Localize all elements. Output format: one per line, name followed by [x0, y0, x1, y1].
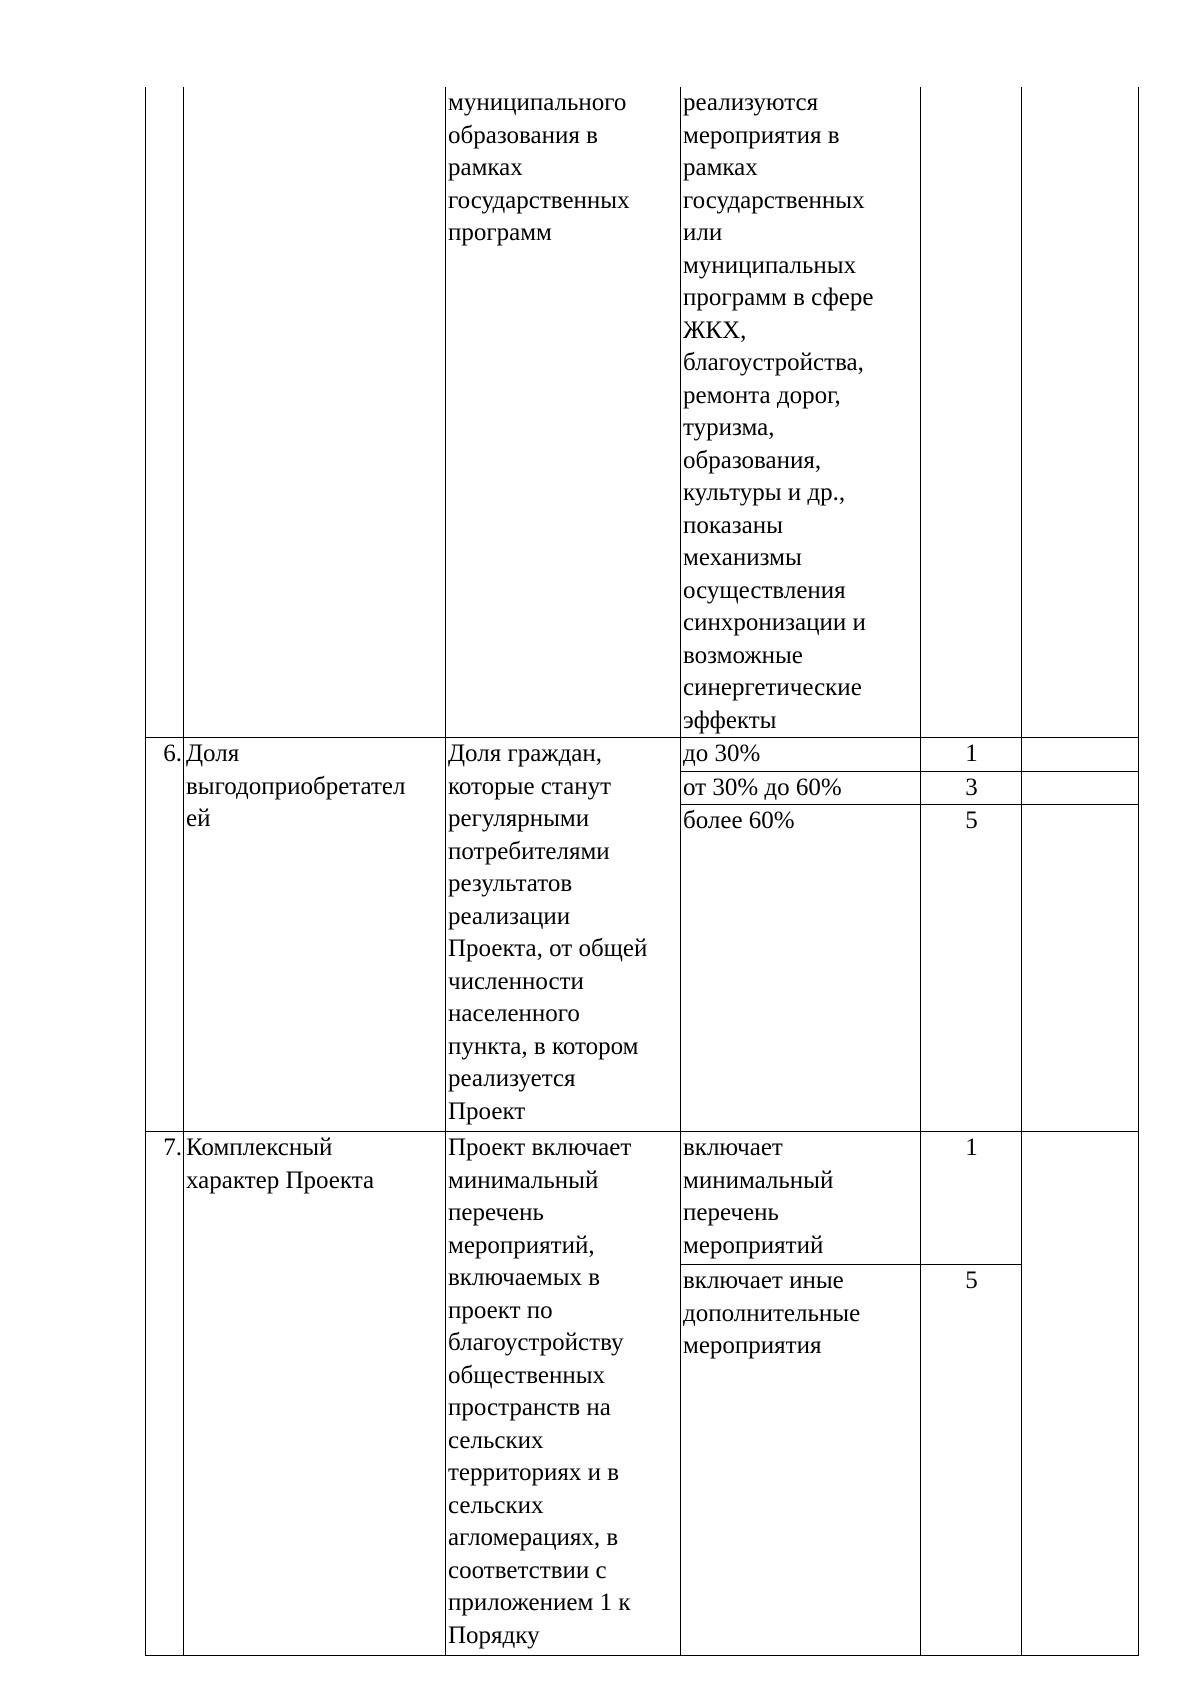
option-text: включает иные дополнительные мероприятия [681, 1265, 921, 1656]
criterion-name [184, 87, 446, 738]
criterion-number [146, 87, 184, 738]
extra-cell [1022, 1132, 1139, 1656]
criterion-description: муниципального образования в рамках государственных программ [446, 87, 681, 738]
option-score: 1 [921, 1132, 1022, 1265]
table-row [146, 738, 1139, 772]
criterion-number: 7. [146, 1132, 184, 1656]
criterion-number: 6. [146, 738, 184, 1132]
criterion-name: Комплексный характер Проекта [184, 1132, 446, 1656]
option-text: от 30% до 60% [681, 771, 921, 805]
option-score: 5 [921, 1265, 1022, 1656]
option-text: до 30% [681, 738, 921, 772]
option-text: реализуются мероприятия в рамках государственных или муниципальных программ в сфере ЖКХ, благоустройства, ремонта дорог, туризма, образования, культуры и др., показаны механизмы осуществления синхронизации и возможные синергетические эффекты [681, 87, 921, 738]
table-row [146, 1132, 1139, 1265]
option-text: включает минимальный перечень мероприятий [681, 1132, 921, 1265]
option-score [921, 87, 1022, 738]
criterion-description: Проект включает минимальный перечень мероприятий, включаемых в проект по благоустройству общественных пространств на сельских территориях и в сельских агломерациях, в соответствии с приложением 1 к Порядку [446, 1132, 681, 1656]
extra-cell [1022, 738, 1139, 772]
criterion-description: Доля граждан, которые станут регулярными потребителями результатов реализации Проекта, от общей численности населенного пункта, в котором реализуется Проект [446, 738, 681, 1132]
extra-cell [1022, 805, 1139, 1132]
table-row [146, 87, 1139, 738]
option-score: 5 [921, 805, 1022, 1132]
extra-cell [1022, 87, 1139, 738]
criteria-table [145, 87, 1139, 1656]
extra-cell [1022, 771, 1139, 805]
criterion-name: Доля выгодоприобретател ей [184, 738, 446, 1132]
option-score: 1 [921, 738, 1022, 772]
option-text: более 60% [681, 805, 921, 1132]
option-score: 3 [921, 771, 1022, 805]
